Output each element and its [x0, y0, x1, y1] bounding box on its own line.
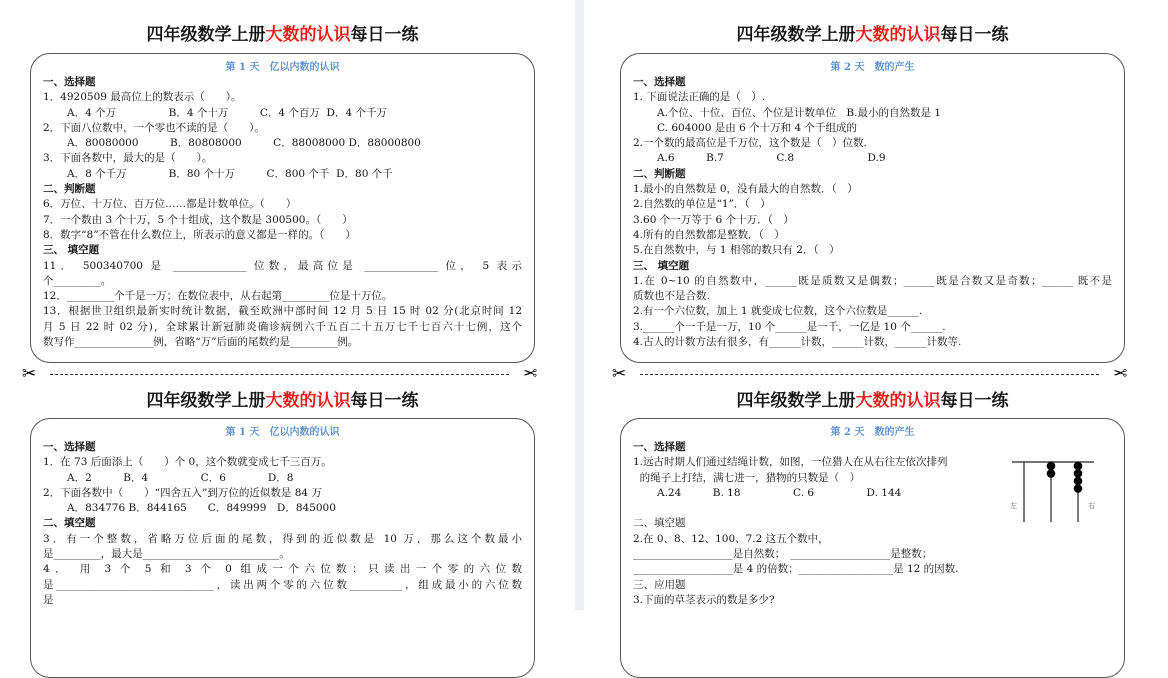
question-line: 3.______个一千是一万，10 个______是一千，一亿是 10 个______. [633, 320, 946, 333]
question-line: 1.在 0~10 的自然数中，______既是质数又是偶数；______既是合数又是奇数；______ 既不是 [633, 274, 1112, 287]
question-line: 7．一个数由 3 个十万，5 个十组成，这个数是 300500。（ ） [43, 213, 353, 226]
question-line: 5.在自然数中，与 1 相邻的数只有 2．（ ） [633, 244, 840, 257]
question-line: A．8 个千万 B．80 个十万 C．800 个千 D．80 个千 [67, 167, 393, 180]
title-suffix: 每日一练 [350, 25, 419, 45]
question-line: 1.最小的自然数是 0，没有最大的自然数．（ ） [633, 183, 858, 196]
title-prefix: 四年级数学上册 [146, 25, 266, 45]
question-line: ___________________是 4 的倍数；__________________是 12 的因数. [633, 563, 959, 576]
title-prefix: 四年级数学上册 [736, 25, 856, 45]
scissors-icon: ✂ [1112, 364, 1127, 384]
section-heading: 一、选择题 [633, 441, 686, 453]
question-line: 4.所有的自然数都是整数．（ ） [633, 228, 785, 241]
question-line: 的绳子上打结，满七进一，猎物的只数是（ ） [633, 471, 861, 484]
section-heading: 一、选择题 [43, 441, 96, 453]
title-prefix: 四年级数学上册 [146, 391, 266, 411]
question-line: A.6 B.7 C.8 D.9 [657, 152, 886, 165]
section-heading: 二、填空题 [43, 517, 96, 530]
scissors-icon: ✂ [612, 364, 627, 384]
right-label: 右 [1088, 502, 1095, 510]
question-line: 2．下面各数中（ ）“四舍五入”到万位的近似数是 84 万 [43, 486, 322, 499]
title-topic: 大数的认识 [265, 391, 351, 411]
section-heading: 二、判断题 [633, 167, 686, 180]
question-line: C. 604000 是由 6 个十万和 4 个千组成的 [657, 121, 857, 134]
day-heading: 第 2 天 数的产生 [830, 427, 915, 438]
title-suffix: 每日一练 [940, 391, 1009, 411]
section-heading: 二、判断题 [43, 183, 96, 196]
knot-rope-figure [1008, 458, 1108, 528]
knot [1074, 477, 1083, 486]
question-line: 3．有一个整数，省略万位后面的尾数，得到的近似数是 10 万，那么这个数最小 [43, 532, 522, 545]
question-line: 1．4920509 最高位上的数表示（ ）。 [43, 91, 242, 104]
question-line: 质数也不是合数. [633, 290, 710, 303]
worksheet-title [590, 20, 1155, 45]
knot [1074, 484, 1083, 493]
scissors-icon: ✂ [522, 364, 537, 384]
question-line: 三、应用题 [633, 578, 686, 591]
day-heading: 第 2 天 数的产生 [830, 62, 915, 73]
question-line: 个_________。 [43, 274, 112, 287]
question-line: A．4 个万 B．4 个十万 C．4 个百万 D．4 个千万 [67, 106, 387, 119]
section-heading: 三、 填空题 [43, 244, 100, 257]
section-heading: 三、 填空题 [633, 259, 690, 272]
knot [1074, 462, 1083, 471]
knot [1074, 469, 1083, 478]
title-topic: 大数的认识 [265, 25, 351, 45]
worksheet-title [0, 386, 565, 411]
question-line: 3．下面各数中，最大的是（ ）。 [43, 152, 213, 165]
question-line: A．834776 B．844165 C．849999 D．845000 [67, 502, 336, 515]
question-line: A．2 B．4 C．6 D．8 [67, 471, 294, 484]
question-line: 2.自然数的单位是“1”．（ ） [633, 198, 771, 211]
worksheet-title [590, 386, 1155, 411]
question-line: 6．万位、十万位、百万位……都是计数单位。（ ） [43, 198, 297, 211]
left-label: 左 [1010, 502, 1017, 510]
title-prefix: 四年级数学上册 [736, 391, 856, 411]
dashed-cut-line [640, 374, 1099, 375]
dashed-cut-line [50, 374, 509, 375]
question-line: 是______________________________，读出两个零的六位数__________，组成最小的六位数 [43, 578, 522, 591]
question-line: 2．下面八位数中，一个零也不读的是（ ）。 [43, 121, 265, 134]
worksheet-title [0, 20, 565, 45]
question-line: 2.一个数的最高位是千万位，这个数是（ ）位数. [633, 137, 867, 150]
question-line: 12．_________个千是一万；在数位表中，从右起第_________位是十万位。 [43, 290, 393, 303]
question-line: 是_________，最大是__________________________。 [43, 548, 290, 561]
question-line: A．80080000 B．80808000 C．88008000 D．88000800 [67, 137, 421, 150]
question-line: 4． 用 3 个 5 和 3 个 0 组成一个六位数：只读出一个零的六位数 [43, 563, 522, 576]
question-line: 3.60 个一万等于 6 个十万．（ ） [633, 213, 794, 226]
question-line: 数写作_______________例，省略“万”后面的尾数约是_________例。 [43, 336, 359, 349]
question-line: 月 5 日 22 时 02 分)，全球累计新冠肺炎确诊病例六千五百二十五万七千七百六十七例，这个 [43, 320, 522, 333]
question-line: 1. 下面说法正确的是（ ）. [633, 91, 766, 104]
question-line: 11． 500340700 是 ______________ 位数，最高位是 ______________ 位， 5 表示 [43, 259, 522, 272]
question-line: 1．在 73 后面添上（ ）个 0，这个数就变成七千三百万。 [43, 456, 332, 469]
question-line: 是 [43, 593, 54, 606]
question-line: A.24 B. 18 C. 6 D. 144 [657, 486, 902, 499]
title-topic: 大数的认识 [855, 25, 941, 45]
scissors-icon: ✂ [22, 364, 37, 384]
worksheet-box [30, 53, 535, 363]
page-gutter [575, 0, 584, 610]
worksheet-box [620, 418, 1125, 678]
title-suffix: 每日一练 [940, 25, 1009, 45]
section-heading: 一、选择题 [43, 76, 96, 88]
title-topic: 大数的认识 [855, 391, 941, 411]
knot [1047, 469, 1056, 478]
worksheet-box [620, 53, 1125, 363]
question-line: 3.下面的草茎表示的数是多少? [633, 593, 775, 606]
title-suffix: 每日一练 [350, 391, 419, 411]
question-line: A.个位、十位、百位、个位是计数单位 B.最小的自然数是 1 [657, 106, 941, 119]
cut-line [22, 364, 537, 384]
section-heading: 一、选择题 [633, 76, 686, 88]
day-heading: 第 1 天 亿以内数的认识 [225, 62, 340, 73]
worksheet-box [30, 418, 535, 678]
day-heading: 第 1 天 亿以内数的认识 [225, 427, 340, 438]
question-line: 2.有一个六位数，加上 1 就变成七位数，这个六位数是______. [633, 305, 923, 318]
question-line: 2.在 0、8、12、100、7.2 这五个数中， [633, 532, 829, 545]
question-line: 8．数字“8”不管在什么数位上，所表示的意义都是一样的。（ ） [43, 228, 356, 241]
question-line: 13．根据世卫组织最新实时统计数据，截至欧洲中部时间 12 月 5 日 15 时 02 分(北京时间 12 [43, 305, 522, 318]
knot [1047, 462, 1056, 471]
question-line: 1.远古时期人们通过结绳计数，如图，一位猎人在从右往左依次排列 [633, 456, 948, 469]
question-line: 4.古人的计数方法有很多，有______计数，______计数，______计数等. [633, 336, 962, 349]
question-line: 二、填空题 [633, 517, 686, 530]
question-line: ___________________是自然数； ___________________是整数； [633, 548, 933, 561]
cut-line [612, 364, 1127, 384]
